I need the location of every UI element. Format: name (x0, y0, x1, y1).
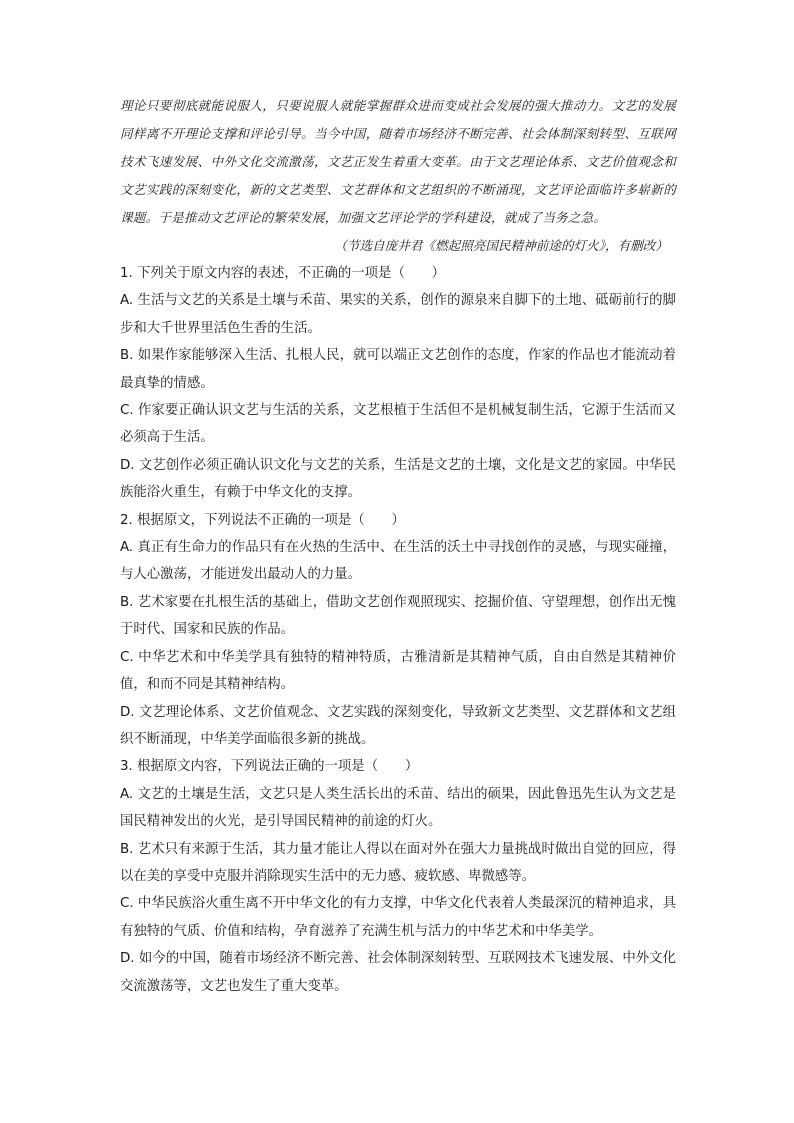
option-b: B. 如果作家能够深入生活、扎根人民，就可以端正文艺创作的态度，作家的作品也才能流动着最真挚的情感。 (120, 348, 676, 391)
option-c: C. 中华艺术和中华美学具有独特的精神特质，古雅清新是其精神气质，自由自然是其精神价值，和而不同是其精神结构。 (120, 649, 676, 693)
document-page (120, 92, 676, 1000)
passage-excerpt (120, 92, 676, 232)
question-stem: 3. 根据原文内容，下列说法正确的一项是（ ） (120, 759, 419, 775)
option-b: B. 艺术家要在扎根生活的基础上，借助文艺创作观照现实、挖掘价值、守望理想，创作出无愧于时代、国家和民族的作品。 (120, 594, 676, 638)
option-b: B. 艺术只有来源于生活，其力量才能让人得以在面对外在强大力量挑战时做出自觉的回应，得以在美的享受中克服并消除现实生活中的无力感、疲软感、卑微感等。 (120, 841, 676, 884)
passage-paragraph: 理论只要彻底就能说服人，只要说服人就能掌握群众进而变成社会发展的强大推动力。文艺的发展同样离不开理论支撑和评论引导。当今中国，随着市场经济不断完善、社会体制深刻转型、互联网技术飞速发展、中外文化交流激荡，文艺正发生着重大变革。由于文艺理论体系、文艺价值观念和文艺实践的深刻变化，新的文艺类型、文艺群体和文艺组织的不断涌现，文艺评论面临许多崭新的课题。于是推动文艺评论的繁荣发展，加强文艺评论学的学科建设，就成了当务之急。 (120, 98, 676, 225)
option-d: D. 如今的中国，随着市场经济不断完善、社会体制深刻转型、互联网技术飞速发展、中外文化交流激荡等，文艺也发生了重大变革。 (120, 951, 676, 994)
option-c: C. 中华民族浴火重生离不开中华文化的有力支撑，中华文化代表着人类最深沉的精神追求，具有独特的气质、价值和结构，孕育滋养了充满生机与活力的中华艺术和中华美学。 (120, 896, 676, 939)
option-d: D. 文艺创作必须正确认识文化与文艺的关系，生活是文艺的土壤，文化是文艺的家园。中华民族能浴火重生，有赖于中华文化的支撑。 (120, 457, 676, 501)
question-stem: 1. 下列关于原文内容的表述，不正确的一项是（ ） (120, 266, 446, 281)
question-2 (120, 507, 676, 754)
question-stem: 2. 根据原文，下列说法不正确的一项是（ ） (120, 512, 405, 528)
option-a: A. 真正有生命力的作品只有在火热的生活中、在生活的沃土中寻找创作的灵感，与现实碰撞，与人心激荡，才能迸发出最动人的力量。 (120, 540, 676, 583)
passage-source-citation: （节选自庞井君《燃起照亮国民精神前途的灯火》，有删改） (334, 238, 668, 253)
question-list (120, 260, 676, 1000)
option-c: C. 作家要正确认识文艺与生活的关系，文艺根植于生活但不是机械复制生活，它源于生活而又必须高于生活。 (120, 403, 676, 446)
question-1 (120, 260, 676, 507)
option-a: A. 文艺的土壤是生活，文艺只是人类生活长出的禾苗、结出的硕果，因此鲁迅先生认为文艺是国民精神发出的火光，是引导国民精神的前途的灯火。 (120, 786, 676, 830)
question-3 (120, 753, 676, 1000)
option-d: D. 文艺理论体系、文艺价值观念、文艺实践的深刻变化，导致新文艺类型、文艺群体和文艺组织不断涌现，中华美学面临很多新的挑战。 (120, 704, 676, 747)
option-a: A. 生活与文艺的关系是土壤与禾苗、果实的关系，创作的源泉来自脚下的土地、砥砺前行的脚步和大千世界里活色生香的生活。 (120, 293, 676, 336)
